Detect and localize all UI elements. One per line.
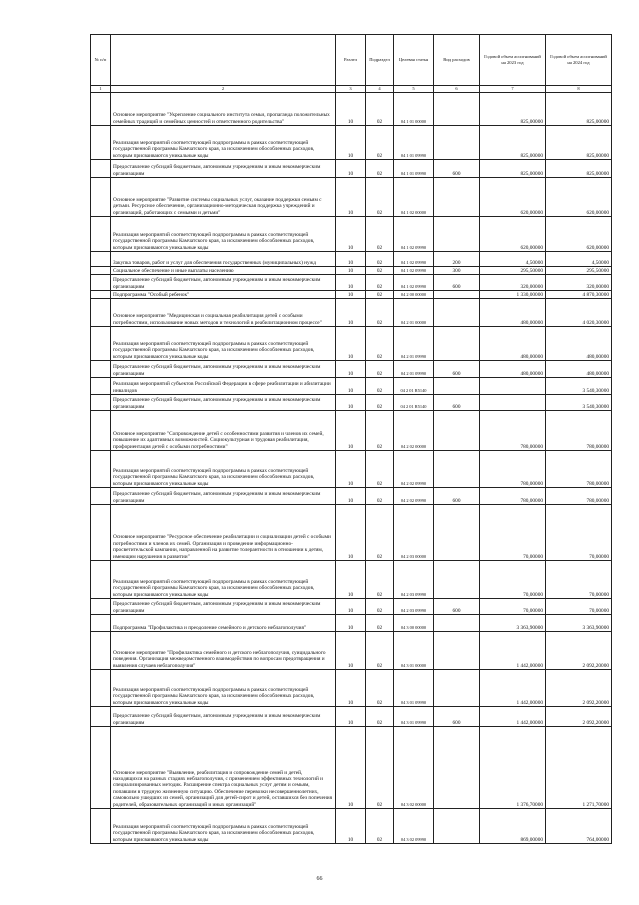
- amount-2024-cell: 4 870,30000: [546, 291, 612, 299]
- row-name: Предоставление субсидий бюджетным, автономным учреждениям и иным некоммерческим организациям: [111, 707, 336, 727]
- csr-cell: 04 3 02 09990: [394, 809, 434, 844]
- razdel-cell: 10: [336, 378, 366, 395]
- podrazdel-cell: 02: [366, 451, 394, 488]
- table-row: [91, 267, 612, 275]
- num-cell: [91, 378, 111, 395]
- razdel-cell: 10: [336, 361, 366, 378]
- vr-cell: [434, 299, 480, 327]
- row-name: Закупка товаров, работ и услуг для обеспечения государственных (муниципальных) нужд: [111, 252, 336, 267]
- table-row: [91, 707, 612, 727]
- razdel-cell: 10: [336, 809, 366, 844]
- num-cell: [91, 561, 111, 599]
- table-row: [91, 727, 612, 809]
- num-cell: [91, 361, 111, 378]
- razdel-cell: 10: [336, 160, 366, 178]
- amount-2023-cell: 1 442,00000: [480, 670, 546, 707]
- amount-2024-cell: 780,00000: [546, 411, 612, 451]
- num-cell: [91, 395, 111, 411]
- amount-2023-cell: 70,00000: [480, 561, 546, 599]
- table-row: [91, 411, 612, 451]
- column-number: 7: [480, 86, 546, 93]
- table-row: [91, 632, 612, 670]
- amount-2023-cell: [480, 395, 546, 411]
- csr-cell: 04 2 01 R5140: [394, 395, 434, 411]
- amount-2023-cell: 480,00000: [480, 327, 546, 361]
- num-cell: [91, 178, 111, 217]
- amount-2024-cell: 1 271,70000: [546, 727, 612, 809]
- vr-cell: [434, 217, 480, 252]
- podrazdel-cell: 02: [366, 299, 394, 327]
- num-cell: [91, 267, 111, 275]
- row-name: Предоставление субсидий бюджетным, автономным учреждениям и иным некоммерческим организациям: [111, 160, 336, 178]
- amount-2023-cell: 825,00000: [480, 126, 546, 160]
- podrazdel-cell: 02: [366, 126, 394, 160]
- razdel-cell: 10: [336, 670, 366, 707]
- col-header-name: [111, 35, 336, 86]
- page-number: 66: [316, 876, 323, 882]
- num-cell: [91, 809, 111, 844]
- amount-2024-cell: 2 092,20000: [546, 632, 612, 670]
- amount-2023-cell: 70,00000: [480, 505, 546, 561]
- num-cell: [91, 291, 111, 299]
- vr-cell: [434, 451, 480, 488]
- amount-2024-cell: 4,50000: [546, 252, 612, 267]
- row-name: Основное мероприятие "Развитие системы социальных услуг, оказание поддержки семьям с детьми. Ресурсное обеспечение, организационно-методическая поддержка учреждений и организаций, работающих с семьями и детьми": [111, 178, 336, 217]
- column-number: 4: [366, 86, 394, 93]
- num-cell: [91, 707, 111, 727]
- podrazdel-cell: 02: [366, 809, 394, 844]
- csr-cell: 04 2 01 00000: [394, 299, 434, 327]
- podrazdel-cell: 02: [366, 488, 394, 505]
- vr-cell: 600: [434, 395, 480, 411]
- amount-2023-cell: 480,00000: [480, 299, 546, 327]
- csr-cell: 04 3 02 00000: [394, 727, 434, 809]
- podrazdel-cell: 02: [366, 217, 394, 252]
- amount-2023-cell: 825,00000: [480, 160, 546, 178]
- table-row: [91, 178, 612, 217]
- csr-cell: 04 1 02 09990: [394, 217, 434, 252]
- vr-cell: [434, 632, 480, 670]
- vr-cell: 200: [434, 252, 480, 267]
- num-cell: [91, 217, 111, 252]
- num-cell: [91, 93, 111, 126]
- csr-cell: 04 3 01 09990: [394, 707, 434, 727]
- vr-cell: [434, 411, 480, 451]
- amount-2024-cell: 70,00000: [546, 561, 612, 599]
- row-name: Реализация мероприятий соответствующей подпрограммы в рамках соответствующей государственной программы Камчатского края, за исключением обособленных расходов, которым присваиваются уникальные коды: [111, 451, 336, 488]
- vr-cell: [434, 809, 480, 844]
- row-name: Реализация мероприятий соответствующей подпрограммы в рамках соответствующей государственной программы Камчатского края, за исключением обособленных расходов, которым присваиваются уникальные коды: [111, 561, 336, 599]
- vr-cell: 600: [434, 488, 480, 505]
- razdel-cell: 10: [336, 178, 366, 217]
- num-cell: [91, 488, 111, 505]
- amount-2024-cell: 70,00000: [546, 505, 612, 561]
- row-name: Предоставление субсидий бюджетным, автономным учреждениям и иным некоммерческим организациям: [111, 361, 336, 378]
- razdel-cell: 10: [336, 505, 366, 561]
- amount-2023-cell: 780,00000: [480, 488, 546, 505]
- table-row: [91, 505, 612, 561]
- amount-2024-cell: 70,00000: [546, 599, 612, 615]
- razdel-cell: 10: [336, 327, 366, 361]
- vr-cell: [434, 505, 480, 561]
- razdel-cell: 10: [336, 707, 366, 727]
- header-row: [91, 35, 612, 86]
- razdel-cell: 10: [336, 451, 366, 488]
- podrazdel-cell: 02: [366, 670, 394, 707]
- podrazdel-cell: 02: [366, 727, 394, 809]
- row-name: Социальное обеспечение и иные выплаты населению: [111, 267, 336, 275]
- csr-cell: 04 2 02 09990: [394, 488, 434, 505]
- row-name: Реализация мероприятий соответствующей подпрограммы в рамках соответствующей государственной программы Камчатского края, за исключением обособленных расходов, которым присваиваются уникальные коды: [111, 217, 336, 252]
- amount-2023-cell: 1 376,70000: [480, 727, 546, 809]
- amount-2024-cell: 320,00000: [546, 275, 612, 291]
- column-number: 3: [336, 86, 366, 93]
- razdel-cell: 10: [336, 411, 366, 451]
- row-name: Реализация мероприятий субъектов Российской Федерации в сфере реабилитации и абилитации инвалидов: [111, 378, 336, 395]
- podrazdel-cell: 02: [366, 361, 394, 378]
- podrazdel-cell: 02: [366, 275, 394, 291]
- csr-cell: 04 2 02 00000: [394, 411, 434, 451]
- col-header-2023: Годовой объем ассигнований на 2023 год: [480, 35, 546, 86]
- razdel-cell: 10: [336, 252, 366, 267]
- vr-cell: [434, 615, 480, 632]
- amount-2024-cell: 764,00000: [546, 809, 612, 844]
- vr-cell: [434, 327, 480, 361]
- amount-2024-cell: 480,00000: [546, 327, 612, 361]
- vr-cell: 600: [434, 160, 480, 178]
- table-row: [91, 451, 612, 488]
- num-cell: [91, 599, 111, 615]
- num-cell: [91, 615, 111, 632]
- row-name: Основное мероприятие "Сопровождение детей с особенностями развития и членов их семей, повышение их адаптивных возможностей. Социокультурная и трудовая реабилитация, профориентация детей с особыми потребностями": [111, 411, 336, 451]
- num-cell: [91, 632, 111, 670]
- csr-cell: 04 2 01 09990: [394, 361, 434, 378]
- razdel-cell: 10: [336, 93, 366, 126]
- razdel-cell: 10: [336, 632, 366, 670]
- csr-cell: 04 2 03 00000: [394, 505, 434, 561]
- razdel-cell: 10: [336, 488, 366, 505]
- podrazdel-cell: 02: [366, 291, 394, 299]
- vr-cell: [434, 670, 480, 707]
- podrazdel-cell: 02: [366, 561, 394, 599]
- amount-2023-cell: 780,00000: [480, 411, 546, 451]
- row-name: Реализация мероприятий соответствующей подпрограммы в рамках соответствующей государственной программы Камчатского края, за исключением обособленных расходов, которым присваиваются уникальные коды: [111, 327, 336, 361]
- column-number: 6: [434, 86, 480, 93]
- amount-2024-cell: 825,00000: [546, 93, 612, 126]
- table-row: [91, 670, 612, 707]
- amount-2024-cell: 3 540,30000: [546, 378, 612, 395]
- amount-2023-cell: [480, 378, 546, 395]
- num-cell: [91, 160, 111, 178]
- amount-2024-cell: 480,00000: [546, 361, 612, 378]
- podrazdel-cell: 02: [366, 599, 394, 615]
- table-row: [91, 291, 612, 299]
- vr-cell: [434, 178, 480, 217]
- table-row: [91, 126, 612, 160]
- table-row: [91, 327, 612, 361]
- amount-2023-cell: 295,50000: [480, 267, 546, 275]
- col-header-vr: Вид расходов: [434, 35, 480, 86]
- vr-cell: 600: [434, 599, 480, 615]
- table-row: [91, 378, 612, 395]
- podrazdel-cell: 02: [366, 411, 394, 451]
- amount-2024-cell: 3 540,30000: [546, 395, 612, 411]
- table-row: [91, 615, 612, 632]
- row-name: Предоставление субсидий бюджетным, автономным учреждениям и иным некоммерческим организациям: [111, 395, 336, 411]
- amount-2024-cell: 620,00000: [546, 178, 612, 217]
- column-number: 2: [111, 86, 336, 93]
- col-header-num: № п/п: [91, 35, 111, 86]
- row-name: Предоставление субсидий бюджетным, автономным учреждениям и иным некоммерческим организациям: [111, 275, 336, 291]
- num-cell: [91, 670, 111, 707]
- csr-cell: 04 2 01 R5140: [394, 378, 434, 395]
- num-cell: [91, 727, 111, 809]
- vr-cell: 600: [434, 361, 480, 378]
- amount-2024-cell: 825,00000: [546, 160, 612, 178]
- row-name: Реализация мероприятий соответствующей подпрограммы в рамках соответствующей государственной программы Камчатского края, за исключением обособленных расходов, которым присваиваются уникальные коды: [111, 809, 336, 844]
- col-header-razdel: Разлел: [336, 35, 366, 86]
- table-row: [91, 361, 612, 378]
- num-cell: [91, 327, 111, 361]
- razdel-cell: 10: [336, 275, 366, 291]
- column-number: 8: [546, 86, 612, 93]
- amount-2023-cell: 4,50000: [480, 252, 546, 267]
- table-row: [91, 488, 612, 505]
- podrazdel-cell: 02: [366, 378, 394, 395]
- amount-2024-cell: 780,00000: [546, 488, 612, 505]
- num-cell: [91, 299, 111, 327]
- podrazdel-cell: 02: [366, 267, 394, 275]
- podrazdel-cell: 02: [366, 632, 394, 670]
- csr-cell: 04 1 01 09990: [394, 126, 434, 160]
- podrazdel-cell: 02: [366, 615, 394, 632]
- row-name: Предоставление субсидий бюджетным, автономным учреждениям и иным некоммерческим организациям: [111, 599, 336, 615]
- budget-table: [90, 34, 612, 844]
- num-cell: [91, 252, 111, 267]
- csr-cell: 04 2 03 09990: [394, 599, 434, 615]
- row-name: Предоставление субсидий бюджетным, автономным учреждениям и иным некоммерческим организациям: [111, 488, 336, 505]
- amount-2024-cell: 295,50000: [546, 267, 612, 275]
- csr-cell: 04 1 01 09990: [394, 160, 434, 178]
- amount-2023-cell: 1 330,00000: [480, 291, 546, 299]
- col-header-podrazdel: Подраздел: [366, 35, 394, 86]
- csr-cell: 04 1 01 00000: [394, 93, 434, 126]
- amount-2023-cell: 3 363,90000: [480, 615, 546, 632]
- podrazdel-cell: 02: [366, 252, 394, 267]
- amount-2024-cell: 3 363,90000: [546, 615, 612, 632]
- podrazdel-cell: 02: [366, 395, 394, 411]
- amount-2023-cell: 620,00000: [480, 178, 546, 217]
- podrazdel-cell: 02: [366, 327, 394, 361]
- vr-cell: 600: [434, 707, 480, 727]
- column-number: 5: [394, 86, 434, 93]
- col-header-csr: Целевая статья: [394, 35, 434, 86]
- table-row: [91, 217, 612, 252]
- row-name: Основное мероприятие "Медицинская и социальная реабилитация детей с особыми потребностями, использование новых методов и технологий в реабилитационном процессе": [111, 299, 336, 327]
- num-cell: [91, 505, 111, 561]
- csr-cell: 04 3 00 00000: [394, 615, 434, 632]
- amount-2023-cell: 825,00000: [480, 93, 546, 126]
- amount-2023-cell: 1 442,00000: [480, 707, 546, 727]
- csr-cell: 04 2 03 09990: [394, 561, 434, 599]
- razdel-cell: 10: [336, 395, 366, 411]
- amount-2024-cell: 825,00000: [546, 126, 612, 160]
- amount-2023-cell: 1 442,00000: [480, 632, 546, 670]
- csr-cell: 04 1 02 00000: [394, 178, 434, 217]
- column-number: 1: [91, 86, 111, 93]
- vr-cell: [434, 378, 480, 395]
- table-row: [91, 599, 612, 615]
- vr-cell: [434, 126, 480, 160]
- razdel-cell: 10: [336, 615, 366, 632]
- amount-2023-cell: 780,00000: [480, 451, 546, 488]
- razdel-cell: 10: [336, 599, 366, 615]
- num-cell: [91, 275, 111, 291]
- amount-2024-cell: 4 020,30000: [546, 299, 612, 327]
- row-name: Подпрограмма "Профилактика и преодоление семейного и детского неблагополучия": [111, 615, 336, 632]
- amount-2024-cell: 620,00000: [546, 217, 612, 252]
- table-row: [91, 252, 612, 267]
- column-number-row: [91, 86, 612, 93]
- amount-2024-cell: 2 092,20000: [546, 707, 612, 727]
- col-header-2024: Годовой объем ассигнований на 2024 год: [546, 35, 612, 86]
- table-row: [91, 561, 612, 599]
- num-cell: [91, 126, 111, 160]
- amount-2023-cell: 869,00000: [480, 809, 546, 844]
- csr-cell: 04 1 02 09990: [394, 252, 434, 267]
- num-cell: [91, 411, 111, 451]
- row-name: Основное мероприятие "Выявление, реабилитация и сопровождение семей и детей, находящихся на разных стадиях неблагополучия, с применением эффективных технологий и специализированных методик. Расширение спектра социальных услуг детям и семьям, попавшим в трудную жизненную ситуацию. Обеспечение перевозки несовершеннолетних, самовольно ушедших из семей, организаций для детей-сирот и детей, оставшихся без попечения родителей, образовательных организаций и иных организаций": [111, 727, 336, 809]
- csr-cell: 04 2 00 00000: [394, 291, 434, 299]
- amount-2023-cell: 620,00000: [480, 217, 546, 252]
- table-row: [91, 275, 612, 291]
- podrazdel-cell: 02: [366, 93, 394, 126]
- csr-cell: 04 1 02 09990: [394, 275, 434, 291]
- vr-cell: 600: [434, 275, 480, 291]
- csr-cell: 04 1 02 09990: [394, 267, 434, 275]
- amount-2024-cell: 2 092,20000: [546, 670, 612, 707]
- csr-cell: 04 2 01 09990: [394, 327, 434, 361]
- row-name: Основное мероприятие "Ресурсное обеспечение реабилитации и социализации детей с особыми потребностями и членов их семей. Организация и проведение информационно-просветительской кампании, направленной на развитие толерантности в отношении к детям, имеющим нарушения в развитии": [111, 505, 336, 561]
- row-name: Реализация мероприятий соответствующей подпрограммы в рамках соответствующей государственной программы Камчатского края, за исключением обособленных расходов, которым присваиваются уникальные коды: [111, 670, 336, 707]
- amount-2023-cell: 70,00000: [480, 599, 546, 615]
- razdel-cell: 10: [336, 217, 366, 252]
- vr-cell: [434, 727, 480, 809]
- num-cell: [91, 451, 111, 488]
- razdel-cell: 10: [336, 727, 366, 809]
- amount-2024-cell: 780,00000: [546, 451, 612, 488]
- razdel-cell: 10: [336, 126, 366, 160]
- vr-cell: 300: [434, 267, 480, 275]
- table-row: [91, 299, 612, 327]
- csr-cell: 04 2 02 09990: [394, 451, 434, 488]
- table-row: [91, 395, 612, 411]
- podrazdel-cell: 02: [366, 178, 394, 217]
- table-row: [91, 160, 612, 178]
- amount-2023-cell: 320,00000: [480, 275, 546, 291]
- row-name: Основное мероприятие "Укрепление социального института семьи, пропаганда положительных семейных традиций и семейных ценностей и ответственного родительства": [111, 93, 336, 126]
- vr-cell: [434, 291, 480, 299]
- table-row: [91, 809, 612, 844]
- amount-2023-cell: 480,00000: [480, 361, 546, 378]
- csr-cell: 04 3 01 00000: [394, 632, 434, 670]
- razdel-cell: 10: [336, 291, 366, 299]
- podrazdel-cell: 02: [366, 707, 394, 727]
- vr-cell: [434, 561, 480, 599]
- row-name: Подпрограмма "Особый ребенок": [111, 291, 336, 299]
- row-name: Основное мероприятие "Профилактика семейного и детского неблагополучия, суицидального поведения. Организация межведомственного взаимодействия по вопросам предотвращения и выявления случаев неблагополучия": [111, 632, 336, 670]
- razdel-cell: 10: [336, 561, 366, 599]
- csr-cell: 04 3 01 09990: [394, 670, 434, 707]
- vr-cell: [434, 93, 480, 126]
- podrazdel-cell: 02: [366, 160, 394, 178]
- razdel-cell: 10: [336, 299, 366, 327]
- row-name: Реализация мероприятий соответствующей подпрограммы в рамках соответствующей государственной программы Камчатского края, за исключением обособленных расходов, которым присваиваются уникальные коды: [111, 126, 336, 160]
- podrazdel-cell: 02: [366, 505, 394, 561]
- table-row: [91, 93, 612, 126]
- razdel-cell: 10: [336, 267, 366, 275]
